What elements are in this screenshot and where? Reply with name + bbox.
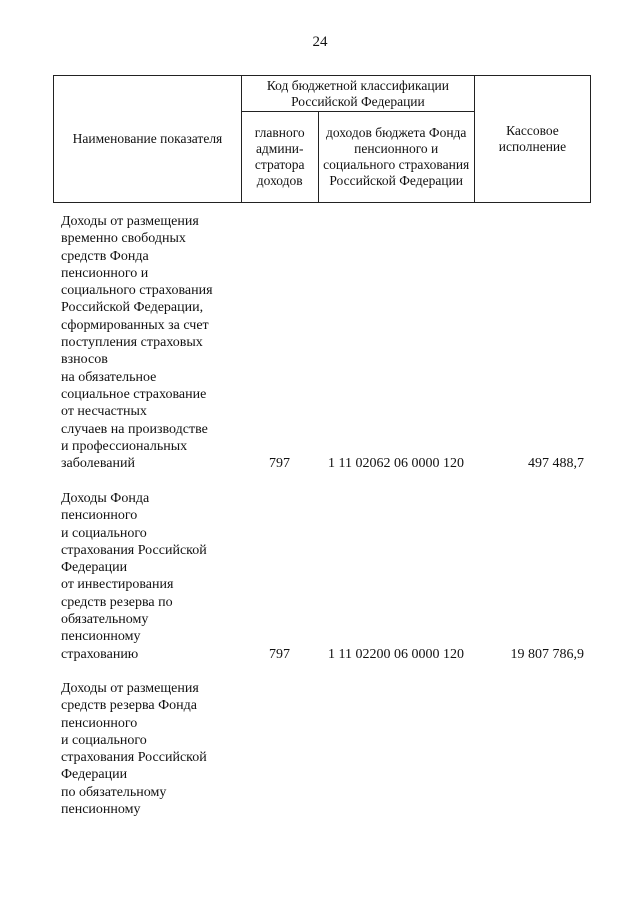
- row-fund-code: 1 11 02200 06 0000 120: [328, 647, 464, 662]
- row-name-line: на обязательное: [61, 369, 157, 385]
- row-name-line: пенсионного: [61, 715, 138, 731]
- row-name-line: временно свободных: [61, 231, 186, 247]
- row-name-line: обязательному: [61, 612, 149, 628]
- header-fund-code: доходов бюджета Фонда пенсионного и социального страхования Российской Федерации: [318, 112, 474, 203]
- row-name-line: Доходы Фонда: [61, 491, 150, 506]
- header-group-title: Код бюджетной классификации Российской Федерации: [266, 77, 450, 109]
- row-amount: 19 807 786,9: [510, 647, 584, 662]
- row-admin-code: 797: [269, 456, 290, 471]
- row-name-line: Доходы от размещения: [61, 681, 199, 696]
- row-name-line: средств резерва по: [61, 594, 173, 610]
- row-name-line: Российской Федерации,: [61, 300, 204, 316]
- row-name-line: пенсионному: [61, 802, 141, 818]
- header-classification-group: [241, 76, 474, 112]
- row-name-line: пенсионному: [61, 629, 141, 645]
- row-name: [61, 490, 251, 663]
- row-name-line: социального страхования: [61, 283, 213, 299]
- row-name-line: Федерации: [61, 767, 128, 783]
- row-name: [61, 213, 251, 472]
- table-header: [53, 75, 591, 203]
- header-admin-code: главного админи-стратора доходов: [241, 112, 318, 203]
- row-name-line: страхования Российской: [61, 750, 207, 766]
- row-name-line: заболеваний: [61, 456, 135, 472]
- header-cash-execution: Кассовое исполнение: [474, 76, 590, 203]
- row-name-line: Федерации: [61, 560, 128, 576]
- row-amount: 497 488,7: [528, 456, 584, 471]
- row-name-line: взносов: [61, 352, 108, 368]
- row-admin-code: 797: [269, 647, 290, 662]
- row-name-line: средств Фонда: [61, 248, 149, 264]
- row-name: [61, 680, 251, 818]
- row-name-line: сформированных за счет: [61, 317, 209, 333]
- row-name-line: Доходы от размещения: [61, 214, 199, 229]
- row-name-line: от несчастных: [61, 404, 147, 420]
- page-number: 24: [312, 34, 328, 50]
- row-name-line: поступления страховых: [61, 335, 203, 351]
- row-name-line: страхованию: [61, 646, 139, 662]
- row-name-line: и социального: [61, 732, 147, 748]
- row-fund-code: 1 11 02062 06 0000 120: [328, 456, 464, 471]
- row-name-line: и профессиональных: [61, 438, 188, 454]
- row-name-line: средств резерва Фонда: [61, 698, 197, 714]
- row-name-line: пенсионного: [61, 508, 138, 524]
- row-name-line: от инвестирования: [61, 577, 174, 593]
- row-name-line: случаев на производстве: [61, 421, 208, 437]
- row-name-line: страхования Российской: [61, 542, 207, 558]
- header-indicator-name: Наименование показателя: [54, 76, 242, 203]
- row-name-line: по обязательному: [61, 784, 167, 800]
- row-name-line: и социального: [61, 525, 147, 541]
- row-name-line: социальное страхование: [61, 386, 207, 402]
- row-name-line: пенсионного и: [61, 265, 149, 281]
